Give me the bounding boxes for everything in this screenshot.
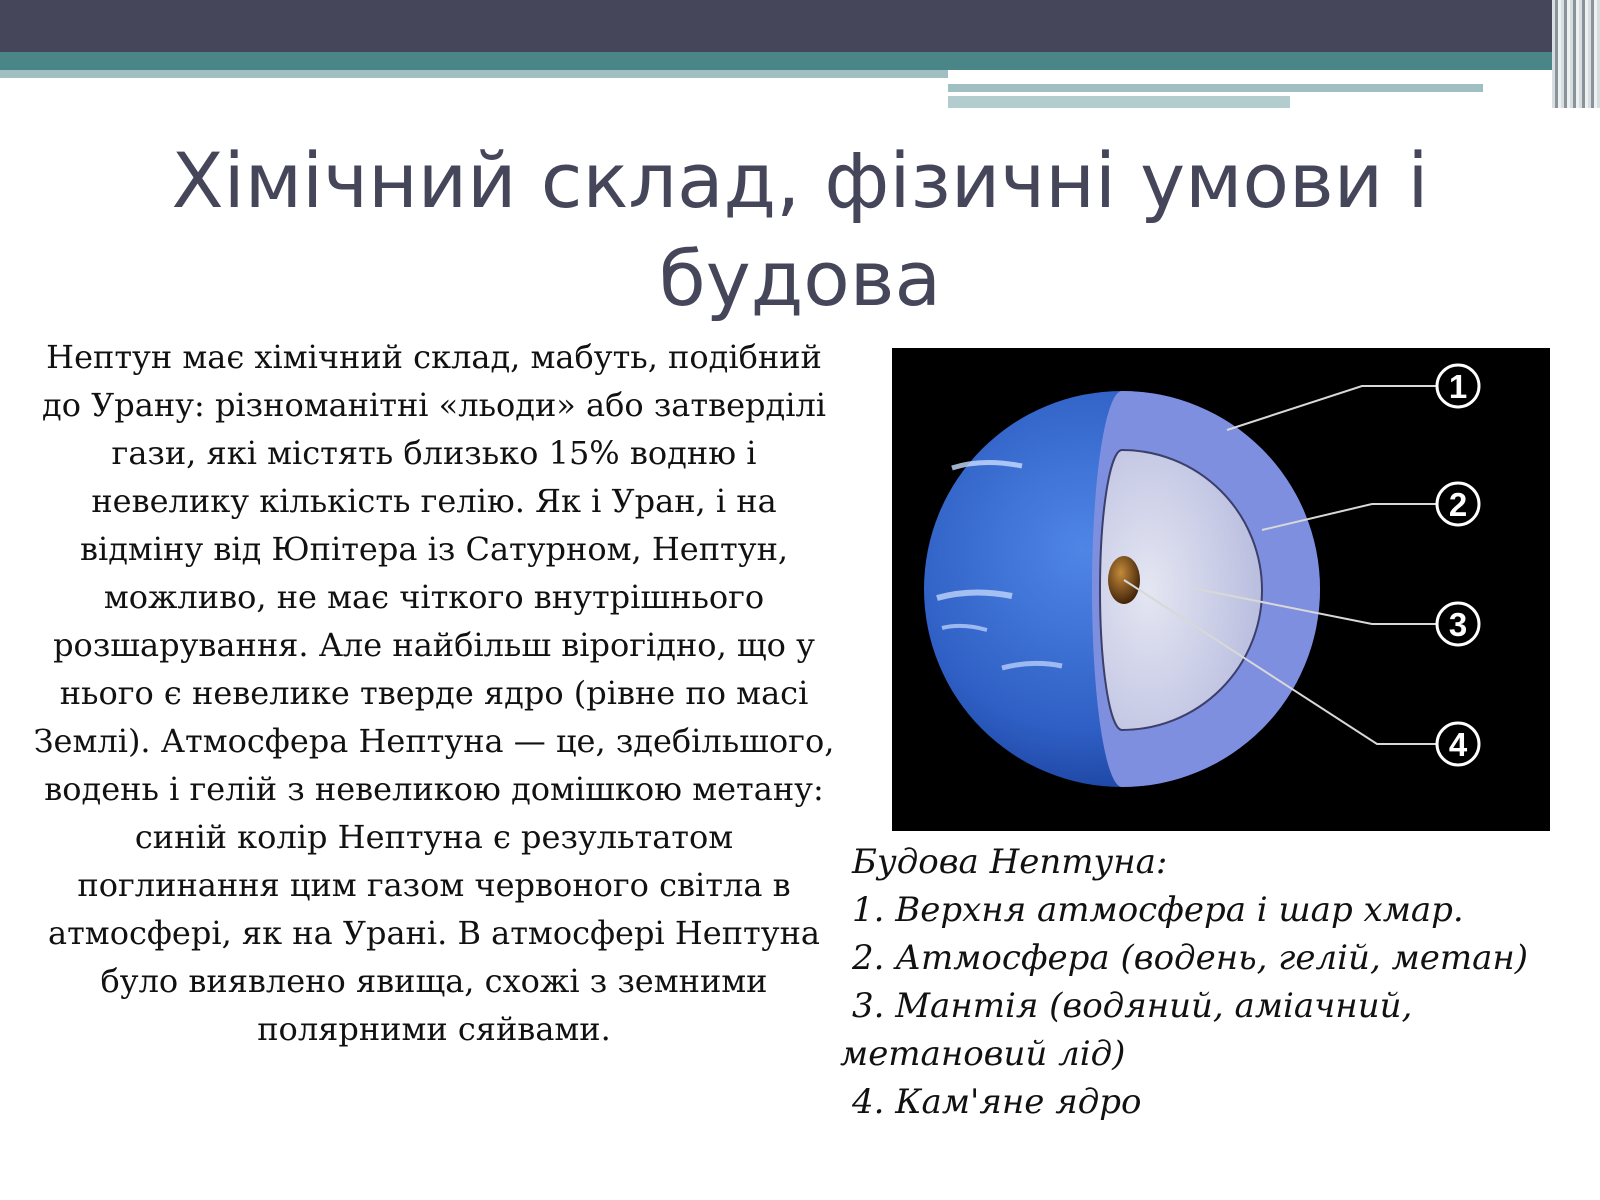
callout-markers: [1437, 365, 1479, 765]
caption-item-4: 4. Кам'яне ядро: [852, 1082, 1142, 1122]
neptune-structure-svg: [892, 348, 1550, 831]
caption-item-1: 1. Верхня атмосфера і шар хмар.: [852, 890, 1464, 930]
body-text: Нептун має хімічний склад, мабуть, подібний до Урану: різноманітні «льоди» або затверділі гази, які містять близько 15% водню і невелику кількість гелію. Як і Уран, і на відміну від Юпітера із Сатурном, Нептун, можливо, не має чіткого внутрішнього розшарування. Але найбільш вірогідно, що у нього є невелике тверде ядро (рівне по масі Землі). Атмосфера Нептуна — це, здебільшого, водень і гелій з невеликою домішкою метану: синій колір Нептуна є результатом поглинання цим газом червоного світла в атмосфері, як на Урані. В атмосфері Нептуна було виявлено явища, схожі з земними полярними сяйвами.: [33, 338, 835, 1048]
header-decorative-stripes: [1552, 0, 1600, 108]
slide-title: Хімічний склад, фізичні умови і будова: [171, 136, 1429, 323]
caption-heading: Будова Нептуна:: [852, 842, 1168, 882]
callout-number-4: 4: [1448, 726, 1468, 763]
neptune-structure-diagram: [892, 348, 1550, 831]
callout-number-2: 2: [1448, 486, 1468, 523]
caption-item-3: 3. Мантія (водяний, аміачний, метановий лід): [840, 986, 1413, 1074]
header-dark-band: [0, 0, 1600, 52]
header-light-band: [0, 70, 948, 78]
header-teal-band: [0, 52, 1600, 70]
caption-item-2: 2. Атмосфера (водень, гелій, метан): [852, 938, 1529, 978]
header-light-band-bottom: [948, 96, 1290, 108]
planet-sphere: [924, 391, 1320, 787]
callout-number-1: 1: [1448, 368, 1468, 405]
header-light-band-lower: [948, 84, 1483, 92]
diagram-caption: [840, 838, 1592, 1126]
callout-number-3: 3: [1448, 606, 1468, 643]
